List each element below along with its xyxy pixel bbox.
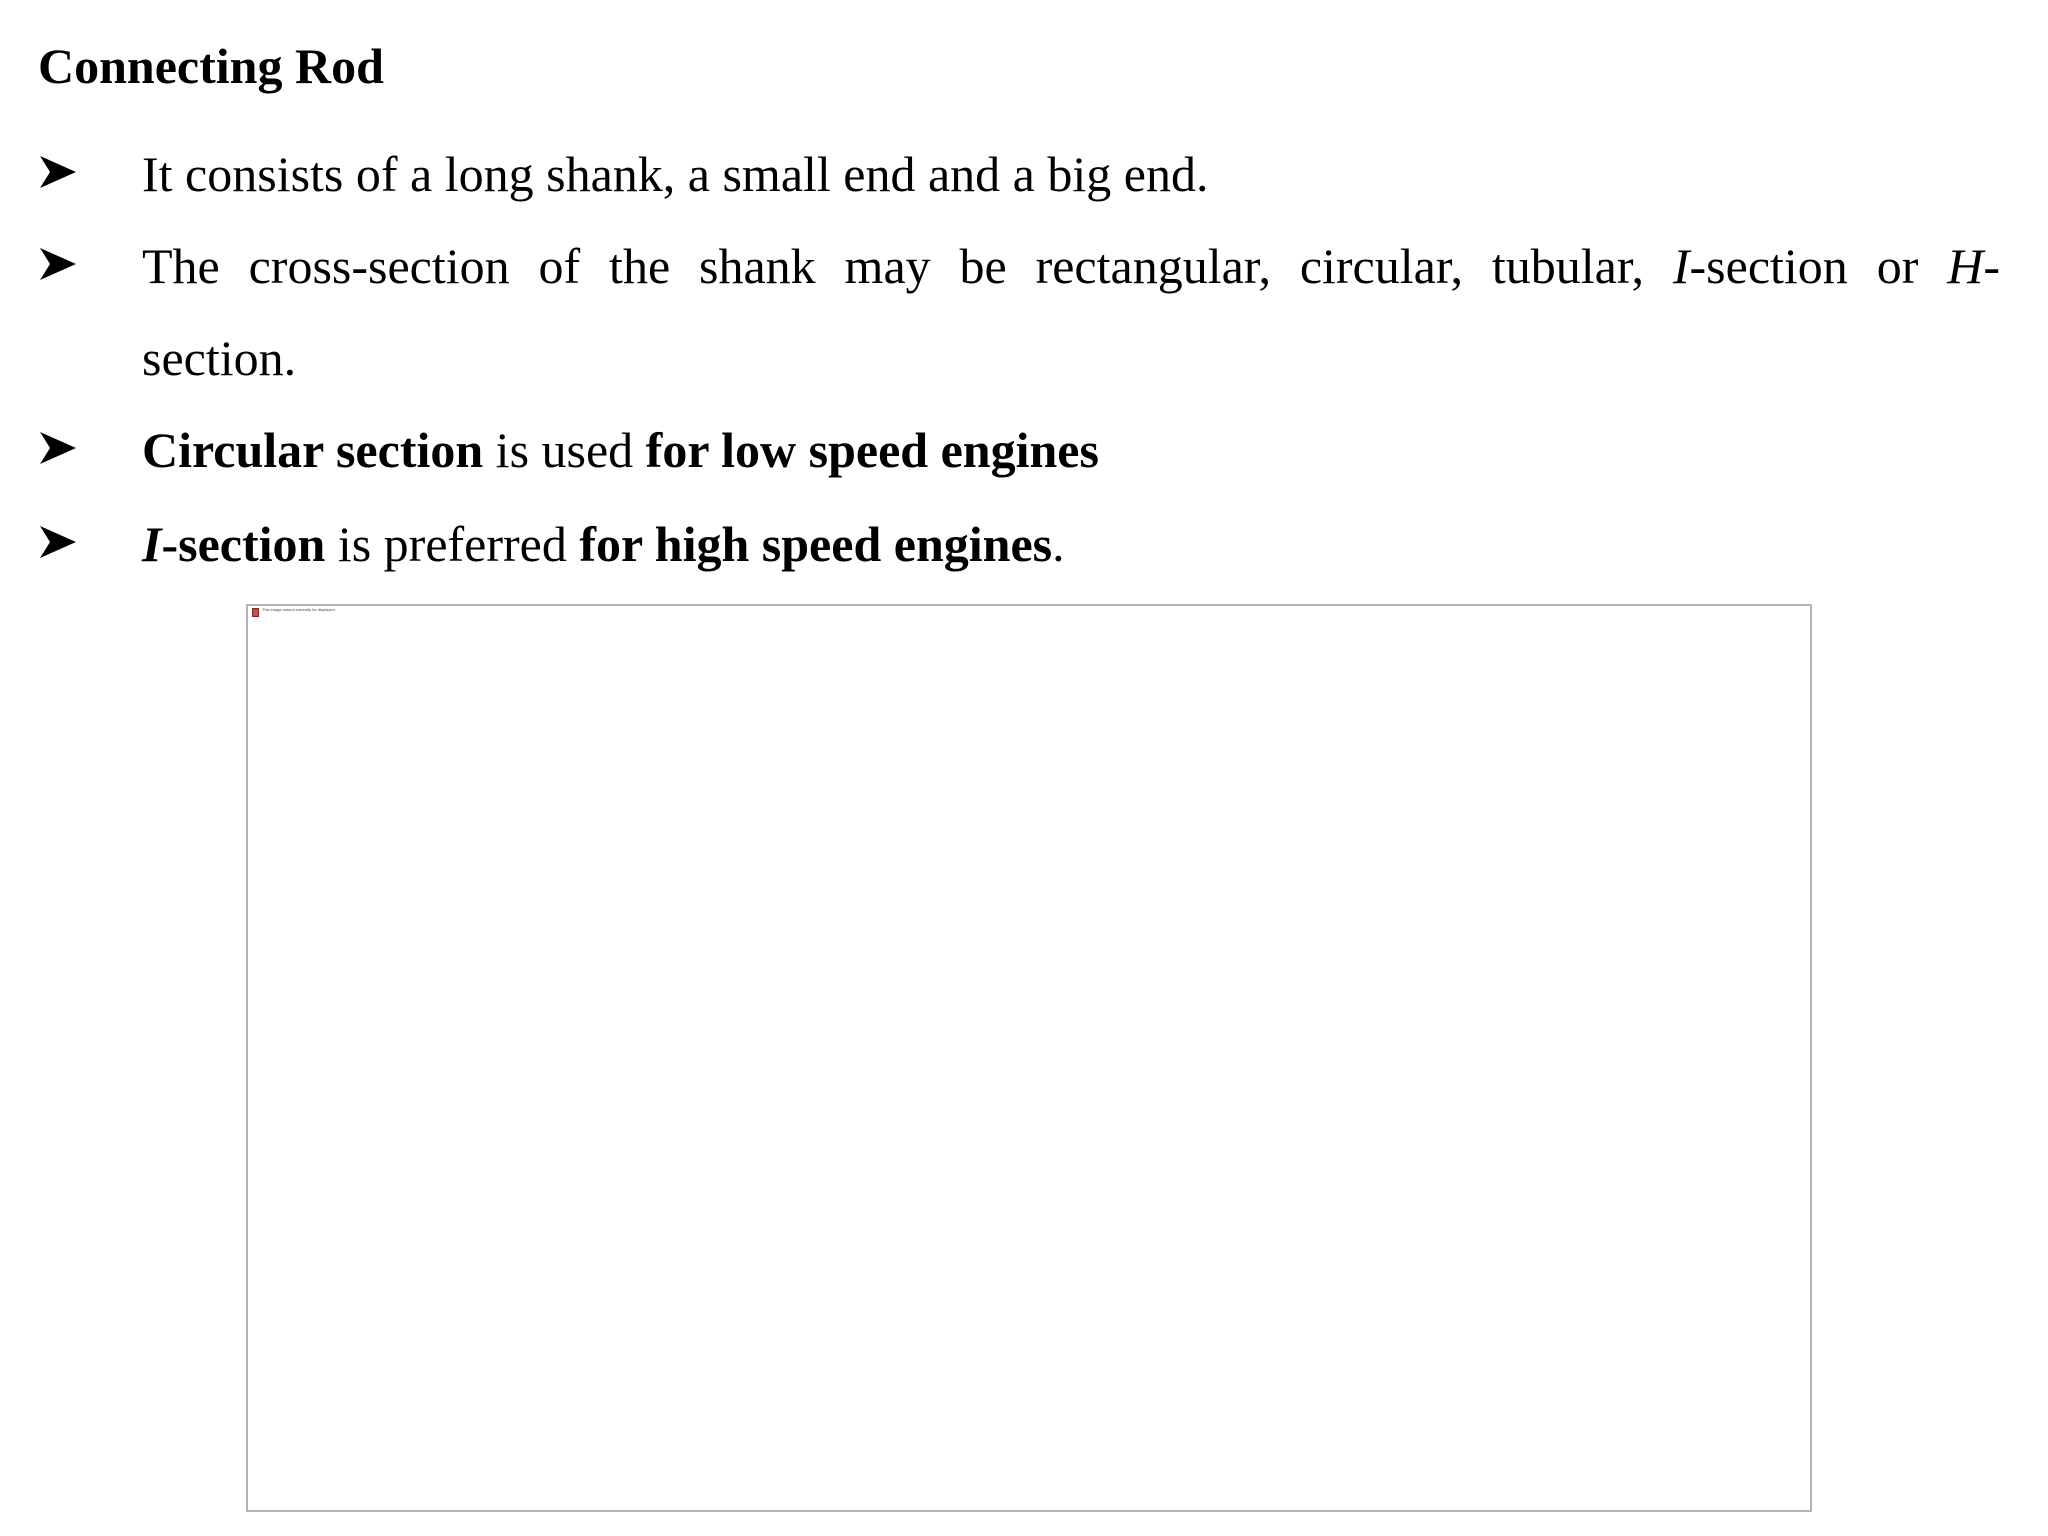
bullet-line-justified — [142, 220, 2000, 312]
text-run: . — [1052, 516, 1065, 572]
italic-run: H — [1947, 238, 1984, 294]
bullet-line: section. — [142, 330, 297, 386]
arrowhead-bullet-icon — [38, 244, 78, 284]
arrowhead-bullet-icon — [38, 522, 78, 562]
text-run: -section or — [1689, 238, 1948, 294]
bullet-text — [142, 220, 2002, 404]
bullet-line — [142, 498, 2002, 590]
italic-run: I — [1672, 238, 1690, 294]
bullet-line — [142, 404, 2002, 496]
broken-image-icon — [252, 608, 259, 617]
image-placeholder-frame — [246, 604, 1812, 1512]
arrowhead-bullet-icon — [38, 152, 78, 192]
text-run: is preferred — [325, 516, 580, 572]
bold-run: Circular section — [142, 422, 484, 478]
page-title: Connecting Rod — [38, 38, 384, 94]
bold-italic-run: I — [142, 516, 162, 572]
bold-run: for high speed engines — [579, 516, 1053, 572]
bold-run: -section — [161, 516, 326, 572]
bullet-text — [142, 128, 2002, 220]
text-run: is used — [483, 422, 646, 478]
bullet-text — [142, 404, 2002, 496]
text-run: The cross-section of the shank may be rectangular, circular, tubular, — [142, 238, 1673, 294]
bold-run: for low speed engines — [645, 422, 1099, 478]
arrowhead-bullet-icon — [38, 428, 78, 468]
text-run: - — [1983, 238, 2000, 294]
bullet-line: It consists of a long shank, a small end and a big end. — [142, 146, 1209, 202]
image-placeholder-text: This image cannot currently be displayed. — [262, 607, 336, 612]
bullet-text — [142, 498, 2002, 590]
